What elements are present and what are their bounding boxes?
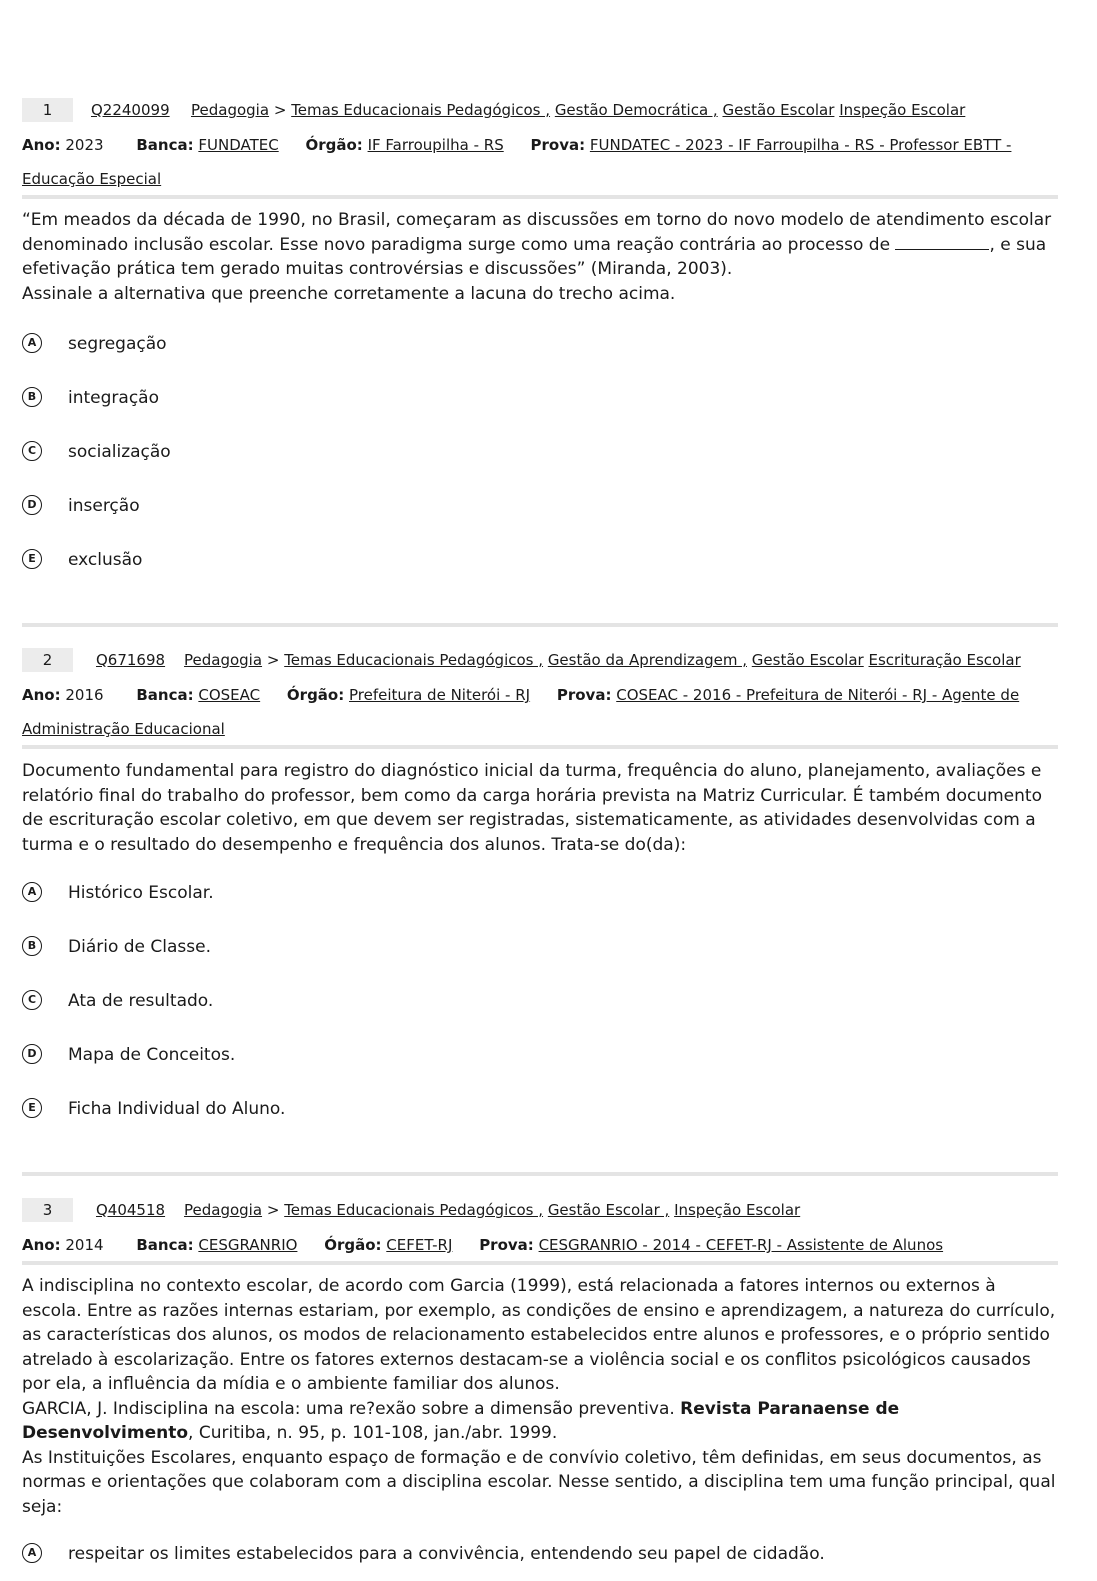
- option-text: Ficha Individual do Aluno.: [68, 1099, 286, 1119]
- option-letter-circle[interactable]: E: [22, 1098, 42, 1118]
- topic-link[interactable]: Gestão Escolar: [751, 651, 864, 669]
- question-meta: [22, 128, 1058, 196]
- question-code-link[interactable]: Q671698: [96, 651, 166, 669]
- option-letter-circle[interactable]: B: [22, 387, 42, 407]
- ano-value: 2014: [65, 1236, 104, 1254]
- question-number: 3: [22, 1198, 73, 1222]
- option-text: inserção: [68, 496, 140, 516]
- topic-link[interactable]: Inspeção Escolar: [839, 101, 966, 119]
- prova-label: Prova:: [479, 1236, 534, 1254]
- prova-label: Prova:: [556, 686, 612, 704]
- statement-reference: [22, 1397, 1058, 1446]
- statement-part: A indisciplina no contexto escolar, de acordo com Garcia (1999), está relacionada a fatores internos ou externos à escola. Entre as razões internas estariam, por exemplo, as condições de ensino e aprendizagem, a natureza do currículo, as características dos alunos, os modos de relacionamento estabelecidos entre alunos e professores, e o próprio sentido atrelado à escolarização. Entre os fatores externos destacam-se a violência social e os conflitos psicológicos causados por ela, a influência da mídia e o ambiente familiar dos alunos.: [22, 1276, 1056, 1394]
- banca-label: Banca:: [136, 136, 194, 154]
- option-letter-circle[interactable]: A: [22, 333, 42, 353]
- orgao-link[interactable]: Prefeitura de Niterói - RJ: [349, 686, 531, 704]
- ano-label: Ano:: [22, 136, 61, 154]
- topic-link[interactable]: Temas Educacionais Pedagógicos ,: [284, 651, 544, 669]
- blank-line: [895, 233, 989, 250]
- topic-link[interactable]: Escrituração Escolar: [868, 651, 1021, 669]
- prova-link[interactable]: COSEAC - 2016 - Prefeitura de Niterói - RJ - Agente de Administração Educacional: [22, 686, 1020, 738]
- statement-instruction: Assinale a alternativa que preenche corretamente a lacuna do trecho acima.: [22, 283, 676, 304]
- question-statement: [22, 1274, 1058, 1519]
- topic-link[interactable]: Gestão Democrática ,: [554, 101, 718, 119]
- option-letter-circle[interactable]: C: [22, 441, 42, 461]
- topic-link[interactable]: Gestão da Aprendizagem ,: [547, 651, 747, 669]
- question-number: 2: [22, 648, 73, 672]
- ano-label: Ano:: [22, 1236, 61, 1254]
- banca-link[interactable]: CESGRANRIO: [198, 1236, 298, 1254]
- prova-label: Prova:: [530, 136, 586, 154]
- header-divider: [22, 195, 1058, 199]
- banca-link[interactable]: FUNDATEC: [198, 136, 279, 154]
- breadcrumb-separator: >: [266, 1201, 280, 1219]
- option-text: Mapa de Conceitos.: [68, 1045, 236, 1065]
- ano-value: 2023: [65, 136, 104, 154]
- orgao-link[interactable]: IF Farroupilha - RS: [367, 136, 504, 154]
- ano-value: 2016: [65, 686, 104, 704]
- option-text: socialização: [68, 442, 171, 462]
- statement-instruction: As Instituições Escolares, enquanto espaço de formação e de convívio coletivo, têm definidas, em seus documentos, as normas e orientações que colaboram com a disciplina escolar. Nesse sentido, a disciplina tem uma função principal, qual seja:: [22, 1447, 1056, 1517]
- option-text: exclusão: [68, 550, 143, 570]
- question-statement: [22, 208, 1058, 306]
- question-separator: [22, 623, 1058, 627]
- orgao-label: Órgão:: [305, 136, 363, 154]
- question-number: 1: [22, 98, 73, 122]
- statement-part: , e sua efetivação prática tem gerado muitas controvérsias e discussões” (Miranda, 2003).: [22, 234, 1047, 279]
- banca-link[interactable]: COSEAC: [198, 686, 261, 704]
- option-letter-circle[interactable]: D: [22, 495, 42, 515]
- banca-label: Banca:: [136, 686, 194, 704]
- subject-link[interactable]: Pedagogia: [184, 651, 263, 669]
- header-divider: [22, 1261, 1058, 1265]
- orgao-link[interactable]: CEFET-RJ: [386, 1236, 453, 1254]
- topic-link[interactable]: Temas Educacionais Pedagógicos ,: [291, 101, 551, 119]
- topic-link[interactable]: Gestão Escolar ,: [547, 1201, 670, 1219]
- topic-link[interactable]: Gestão Escolar: [722, 101, 835, 119]
- option-letter-circle[interactable]: E: [22, 549, 42, 569]
- breadcrumb-separator: >: [273, 101, 287, 119]
- reference-text: GARCIA, J. Indisciplina na escola: uma re?exão sobre a dimensão preventiva.: [22, 1398, 675, 1419]
- orgao-label: Órgão:: [286, 686, 345, 704]
- option-text: Histórico Escolar.: [68, 883, 214, 903]
- question-separator: [22, 1172, 1058, 1176]
- header-divider: [22, 745, 1058, 749]
- question-meta: [22, 1228, 1058, 1262]
- option-text: Ata de resultado.: [68, 991, 214, 1011]
- reference-text: , Curitiba, n. 95, p. 101-108, jan./abr. 1999.: [188, 1423, 558, 1443]
- subject-link[interactable]: Pedagogia: [184, 1201, 263, 1219]
- prova-link[interactable]: FUNDATEC - 2023 - IF Farroupilha - RS - Professor EBTT - Educação Especial: [22, 136, 1012, 188]
- banca-label: Banca:: [136, 1236, 194, 1254]
- question-meta: [22, 678, 1058, 746]
- option-letter-circle[interactable]: B: [22, 936, 42, 956]
- reference-journal: Revista Paranaense de Desenvolvimento: [22, 1398, 900, 1443]
- subject-link[interactable]: Pedagogia: [191, 101, 270, 119]
- prova-link[interactable]: CESGRANRIO - 2014 - CEFET-RJ - Assistente de Alunos: [538, 1236, 944, 1254]
- ano-label: Ano:: [22, 686, 61, 704]
- topic-link[interactable]: Inspeção Escolar: [674, 1201, 801, 1219]
- topic-link[interactable]: Temas Educacionais Pedagógicos ,: [284, 1201, 544, 1219]
- option-letter-circle[interactable]: D: [22, 1044, 42, 1064]
- option-letter-circle[interactable]: C: [22, 990, 42, 1010]
- orgao-label: Órgão:: [324, 1236, 382, 1254]
- breadcrumb-separator: >: [266, 651, 280, 669]
- question-code-link[interactable]: Q404518: [96, 1201, 166, 1219]
- option-letter-circle[interactable]: A: [22, 1543, 42, 1563]
- question-code-link[interactable]: Q2240099: [91, 101, 170, 119]
- option-text: integração: [68, 388, 159, 408]
- option-text: segregação: [68, 334, 167, 354]
- option-text: Diário de Classe.: [68, 937, 211, 957]
- option-text: respeitar os limites estabelecidos para a convivência, entendendo seu papel de cidadão.: [68, 1544, 825, 1564]
- statement-part: “Em meados da década de 1990, no Brasil, começaram as discussões em torno do novo modelo de atendimento escolar denominado inclusão escolar. Esse novo paradigma surge como uma reação contrária ao processo de: [22, 210, 1052, 255]
- option-letter-circle[interactable]: A: [22, 882, 42, 902]
- statement-part: Documento fundamental para registro do diagnóstico inicial da turma, frequência do aluno, planejamento, avaliações e relatório final do trabalho do professor, bem como da carga horária prevista na Matriz Curricular. É também documento de escrituração escolar coletivo, em que devem ser registradas, sistematicamente, as atividades desenvolvidas com a turma e o resultado do desempenho e frequência dos alunos. Trata-se do(da):: [22, 761, 1042, 855]
- question-statement: [22, 759, 1058, 857]
